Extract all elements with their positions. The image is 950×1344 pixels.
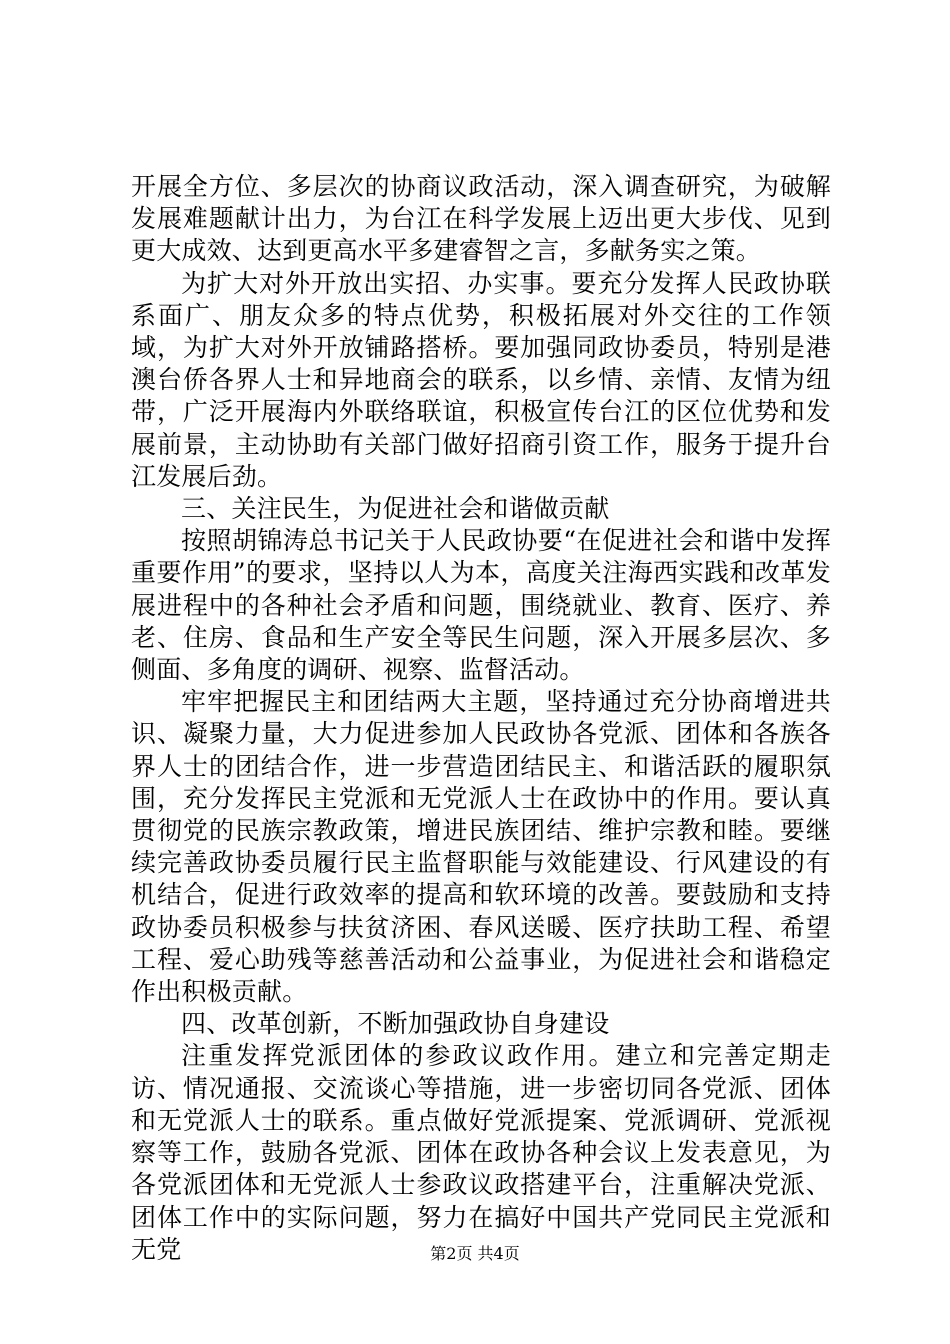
paragraph-4: 按照胡锦涛总书记关于人民政协要“在促进社会和谐中发挥重要作用”的要求，坚持以人为本，高度关注海西实践和改革发展进程中的各种社会矛盾和问题，围绕就业、教育、医疗、养老、住房、食品和生产安全等民生问题，深入开展多层次、多侧面、多角度的调研、视察、监督活动。 (131, 526, 831, 685)
paragraph-2: 为扩大对外开放出实招、办实事。要充分发挥人民政协联系面广、朋友众多的特点优势，积极拓展对外交往的工作领域，为扩大对外开放铺路搭桥。要加强同政协委员，特别是港澳台侨各界人士和异地商会的联系，以乡情、亲情、友情为纽带，广泛开展海内外联络联谊，积极宣传台江的区位优势和发展前景，主动协助有关部门做好招商引资工作，服务于提升台江发展后劲。 (131, 268, 831, 491)
section-heading-4: 四、改革创新，不断加强政协自身建设 (181, 1009, 610, 1039)
page-number-footer: 第2页 共4页 (430, 1244, 520, 1263)
paragraph-7: 注重发挥党派团体的参政议政作用。建立和完善定期走访、情况通报、交流谈心等措施，进一步密切同各党派、团体和无党派人士的联系。重点做好党派提案、党派调研、党派视察等工作，鼓励各党派、团体在政协各种会议上发表意见，为各党派团体和无党派人士参政议政搭建平台，注重解决党派、团体工作中的实际问题，努力在搞好中国共产党同民主党派和无党 (131, 1041, 831, 1264)
paragraph-1: 开展全方位、多层次的协商议政活动，深入调查研究，为破解发展难题献计出力，为台江在科学发展上迈出更大步伐、见到更大成效、达到更高水平多建睿智之言，多献务实之策。 (131, 172, 831, 266)
section-heading-3: 三、关注民生，为促进社会和谐做贡献 (181, 494, 610, 524)
paragraph-5: 牢牢把握民主和团结两大主题，坚持通过充分协商增进共识、凝聚力量，大力促进参加人民政协各党派、团体和各族各界人士的团结合作，进一步营造团结民主、和谐活跃的履职氛围，充分发挥民主党派和无党派人士在政协中的作用。要认真贯彻党的民族宗教政策，增进民族团结、维护宗教和睦。要继续完善政协委员履行民主监督职能与效能建设、行风建设的有机结合，促进行政效率的提高和软环境的改善。要鼓励和支持政协委员积极参与扶贫济困、春风送暖、医疗扶助工程、希望工程、爱心助残等慈善活动和公益事业，为促进社会和谐稳定作出积极贡献。 (131, 687, 831, 1007)
document-body (131, 171, 831, 1266)
